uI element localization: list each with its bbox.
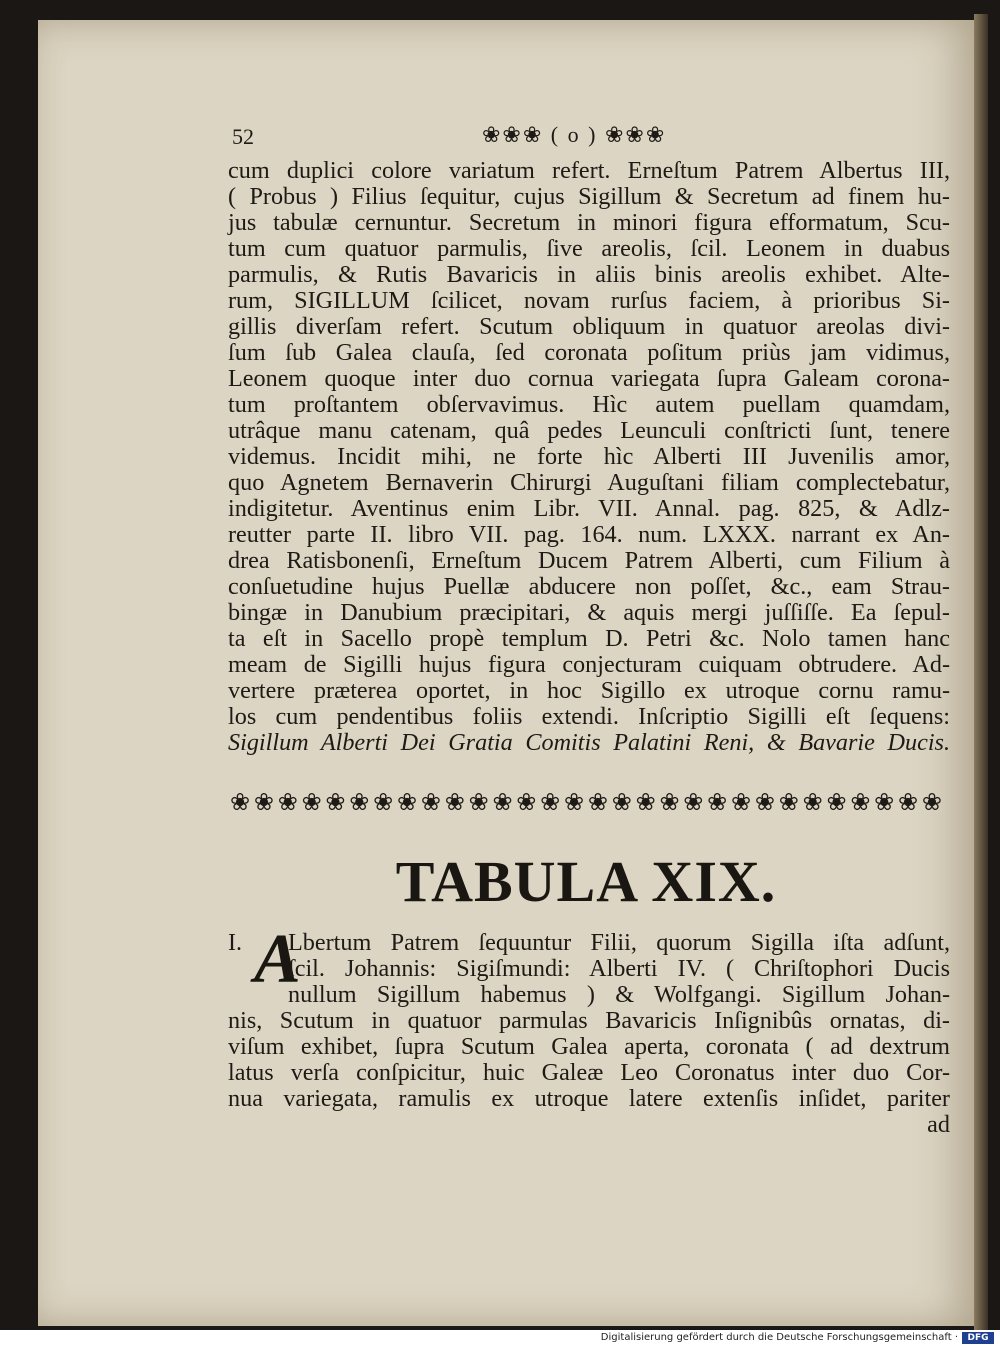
header-ornament: ❀❀❀ ( o ) ❀❀❀: [482, 122, 667, 147]
section-title: TABULA XIX.: [395, 849, 777, 914]
text-line: latus verſa conſpicitur, huic Galeæ Leo Coronatus inter duo Cor-: [228, 1059, 950, 1086]
text-line: rum, SIGILLUM ſcilicet, novam rurſus faciem, à prioribus Si-: [228, 287, 950, 314]
dfg-logo-icon: DFG: [962, 1332, 994, 1344]
footer-bar: [0, 1330, 1000, 1347]
text-line: ta eſt in Sacello propè templum D. Petri &c. Nolo tamen hanc: [228, 625, 950, 652]
text-line: gillis diverſam refert. Scutum obliquum in quatuor areolas divi-: [228, 313, 950, 340]
page-header: [232, 122, 952, 156]
section-lines: [228, 921, 950, 1138]
text-line: Leonem quoque inter duo cornua variegata ſupra Galeam corona-: [228, 365, 950, 392]
text-line: quo Agnetem Bernaverin Chirurgi Auguſtani filiam complectebatur,: [228, 469, 950, 496]
text-line: indigitetur. Aventinus enim Libr. VII. Annal. pag. 825, & Adlz-: [228, 495, 950, 522]
text-line: tum proſtantem obſervavimus. Hìc autem puellam quamdam,: [228, 391, 950, 418]
section-number: I.: [228, 930, 242, 956]
text-line: cum duplici colore variatum refert. Erneſtum Patrem Albertus III,: [228, 157, 950, 184]
text-line: jus tabulæ cernuntur. Secretum in minori figura efformatum, Scu-: [228, 209, 950, 236]
text-line: vertere præterea oportet, in hoc Sigillo ex utroque cornu ramu-: [228, 677, 950, 704]
page-edge: [974, 14, 988, 1332]
seal-inscription-line: Sigillum Alberti Dei Gratia Comitis Palatini Reni, & Bavarie Ducis.: [228, 729, 950, 756]
funding-credit: Digitalisierung gefördert durch die Deutsche Forschungsgemeinschaft ·: [600, 1332, 958, 1343]
text-line: bingæ in Danubium præcipitari, & aquis mergi juſſiſſe. Ea ſepul-: [228, 599, 950, 626]
text-line: ( Probus ) Filius ſequitur, cujus Sigillum & Secretum ad finem hu-: [228, 183, 950, 210]
text-line: Lbertum Patrem ſequuntur Filii, quorum Sigilla iſta adſunt,: [288, 929, 950, 956]
text-line: los cum pendentibus foliis extendi. Inſcriptio Sigilli eſt ſequens:: [228, 703, 950, 730]
text-line: reutter parte II. libro VII. pag. 164. num. LXXX. narrant ex An-: [228, 521, 950, 548]
drop-cap: A: [254, 921, 301, 998]
ornamental-divider: ❀❀❀❀❀❀❀❀❀❀❀❀❀❀❀❀❀❀❀❀❀❀❀❀❀❀❀❀❀❀: [230, 788, 942, 816]
text-line: nis, Scutum in quatuor parmulas Bavaricis Inſignibûs ornatas, di-: [228, 1007, 950, 1034]
body-text: [228, 158, 950, 756]
text-line: ſcil. Johannis: Sigiſmundi: Alberti IV. ( Chriſtophori Ducis: [288, 955, 950, 982]
catchword: ad: [927, 1111, 950, 1138]
text-line: tum cum quatuor parmulis, ſive areolis, ſcil. Leonem in duabus: [228, 235, 950, 262]
text-line: drea Ratisbonenſi, Erneſtum Ducem Patrem Alberti, cum Filium à: [228, 547, 950, 574]
text-line: nua variegata, ramulis ex utroque latere extenſis inſidet, pariter: [228, 1085, 950, 1112]
text-line: viſum exhibet, ſupra Scutum Galea aperta, coronata ( ad dextrum: [228, 1033, 950, 1060]
text-line: ſum ſub Galea clauſa, ſed coronata poſitum priùs jam vidimus,: [228, 339, 950, 366]
text-line: utrâque manu catenam, quâ pedes Leunculi conſtricti ſunt, tenere: [228, 417, 950, 444]
text-line: nullum Sigillum habemus ) & Wolfgangi. Sigillum Johan-: [288, 981, 950, 1008]
text-line: meam de Sigilli hujus figura conjecturam cuiquam obtrudere. Ad-: [228, 651, 950, 678]
text-line: parmulis, & Rutis Bavaricis in aliis binis areolis exhibet. Alte-: [228, 261, 950, 288]
page-number: 52: [232, 124, 254, 149]
text-line: videmus. Incidit mihi, ne forte hìc Alberti III Juvenilis amor,: [228, 443, 950, 470]
text-line: conſuetudine hujus Puellæ abducere non poſſet, &c., eam Strau-: [228, 573, 950, 600]
